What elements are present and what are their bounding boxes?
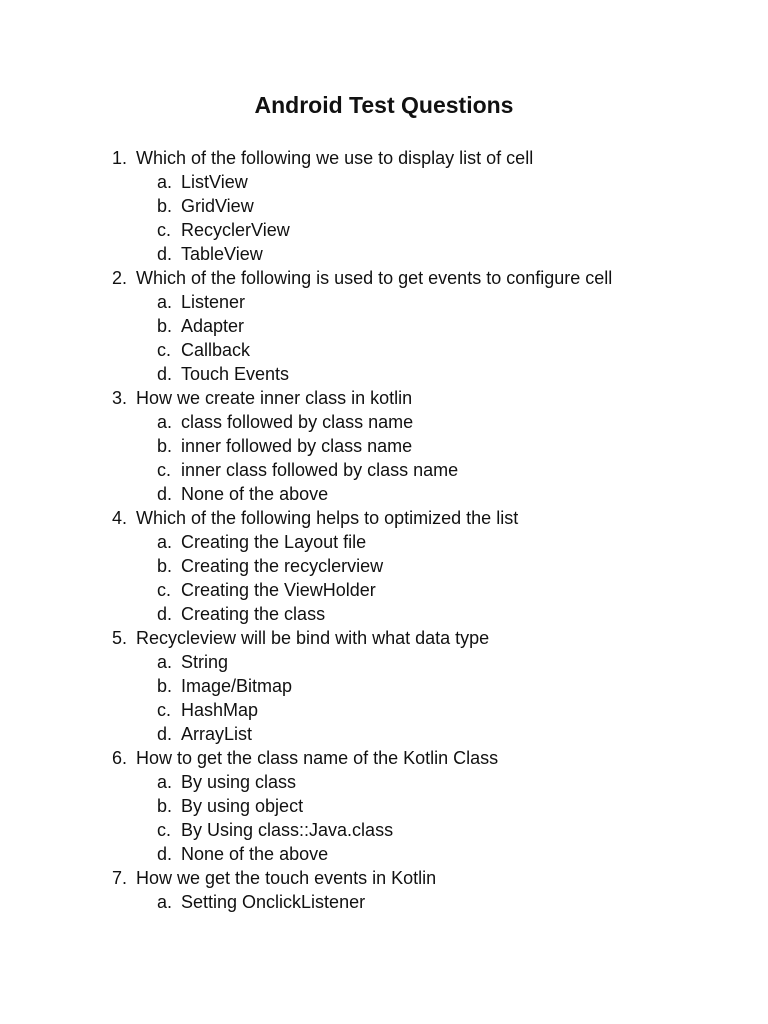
option-text: Touch Events xyxy=(181,364,290,384)
answer-option xyxy=(0,170,768,194)
question-item xyxy=(0,626,768,650)
question-text: How we create inner class in kotlin xyxy=(136,388,413,408)
question-item xyxy=(0,266,768,290)
option-letter: d. xyxy=(157,244,173,264)
option-letter: d. xyxy=(157,484,173,504)
answer-option xyxy=(0,674,768,698)
option-letter: a. xyxy=(157,532,173,552)
option-letter: b. xyxy=(157,436,173,456)
option-text: TableView xyxy=(181,244,263,264)
option-text: Adapter xyxy=(181,316,245,336)
option-text: inner class followed by class name xyxy=(181,460,459,480)
question-number: 2. xyxy=(112,268,128,288)
answer-option xyxy=(0,602,768,626)
option-letter: a. xyxy=(157,772,173,792)
option-text: Creating the ViewHolder xyxy=(181,580,376,600)
option-text: class followed by class name xyxy=(181,412,414,432)
option-letter: c. xyxy=(157,820,172,840)
option-letter: c. xyxy=(157,220,172,240)
option-letter: c. xyxy=(157,340,172,360)
option-letter: d. xyxy=(157,364,173,384)
option-text: ListView xyxy=(181,172,248,192)
answer-option xyxy=(0,458,768,482)
option-letter: b. xyxy=(157,796,173,816)
question-number: 6. xyxy=(112,748,128,768)
question-number: 7. xyxy=(112,868,128,888)
answer-option xyxy=(0,722,768,746)
question-item xyxy=(0,146,768,170)
option-text: GridView xyxy=(181,196,254,216)
answer-option xyxy=(0,890,768,914)
option-text: HashMap xyxy=(181,700,259,720)
answer-option xyxy=(0,194,768,218)
answer-option xyxy=(0,794,768,818)
answer-option xyxy=(0,242,768,266)
option-letter: b. xyxy=(157,556,173,576)
option-text: RecyclerView xyxy=(181,220,290,240)
answer-option xyxy=(0,818,768,842)
option-letter: a. xyxy=(157,652,173,672)
question-list xyxy=(0,146,768,914)
option-letter: a. xyxy=(157,412,173,432)
answer-option xyxy=(0,842,768,866)
option-letter: d. xyxy=(157,604,173,624)
answer-option xyxy=(0,434,768,458)
answer-option xyxy=(0,698,768,722)
option-text: Creating the class xyxy=(181,604,326,624)
question-text: How we get the touch events in Kotlin xyxy=(136,868,437,888)
option-text: By Using class::Java.class xyxy=(181,820,394,840)
question-item xyxy=(0,746,768,770)
option-letter: b. xyxy=(157,196,173,216)
option-text: Callback xyxy=(181,340,251,360)
option-text: None of the above xyxy=(181,484,329,504)
option-text: Listener xyxy=(181,292,246,312)
question-item xyxy=(0,866,768,890)
option-letter: d. xyxy=(157,844,173,864)
question-number: 4. xyxy=(112,508,128,528)
option-text: None of the above xyxy=(181,844,329,864)
answer-option xyxy=(0,290,768,314)
question-number: 5. xyxy=(112,628,128,648)
option-letter: c. xyxy=(157,580,172,600)
answer-option xyxy=(0,410,768,434)
question-item xyxy=(0,386,768,410)
option-text: Creating the Layout file xyxy=(181,532,367,552)
option-text: Image/Bitmap xyxy=(181,676,293,696)
page-title: Android Test Questions xyxy=(254,92,514,118)
question-item xyxy=(0,506,768,530)
answer-option xyxy=(0,650,768,674)
question-text: How to get the class name of the Kotlin Class xyxy=(136,748,499,768)
answer-option xyxy=(0,362,768,386)
answer-option xyxy=(0,218,768,242)
question-number: 1. xyxy=(112,148,128,168)
answer-option xyxy=(0,482,768,506)
question-text: Which of the following we use to display list of cell xyxy=(136,148,534,168)
question-text: Which of the following helps to optimized the list xyxy=(136,508,519,528)
option-text: String xyxy=(181,652,229,672)
option-letter: a. xyxy=(157,892,173,912)
option-letter: c. xyxy=(157,460,172,480)
option-letter: c. xyxy=(157,700,172,720)
option-text: Setting OnclickListener xyxy=(181,892,366,912)
answer-option xyxy=(0,554,768,578)
option-letter: b. xyxy=(157,316,173,336)
answer-option xyxy=(0,338,768,362)
answer-option xyxy=(0,578,768,602)
option-text: Creating the recyclerview xyxy=(181,556,384,576)
option-text: ArrayList xyxy=(181,724,253,744)
option-letter: d. xyxy=(157,724,173,744)
option-letter: a. xyxy=(157,292,173,312)
answer-option xyxy=(0,530,768,554)
question-text: Recycleview will be bind with what data type xyxy=(136,628,490,648)
question-text: Which of the following is used to get events to configure cell xyxy=(136,268,613,288)
question-number: 3. xyxy=(112,388,128,408)
option-letter: b. xyxy=(157,676,173,696)
option-letter: a. xyxy=(157,172,173,192)
answer-option xyxy=(0,314,768,338)
answer-option xyxy=(0,770,768,794)
option-text: inner followed by class name xyxy=(181,436,413,456)
option-text: By using object xyxy=(181,796,304,816)
option-text: By using class xyxy=(181,772,297,792)
